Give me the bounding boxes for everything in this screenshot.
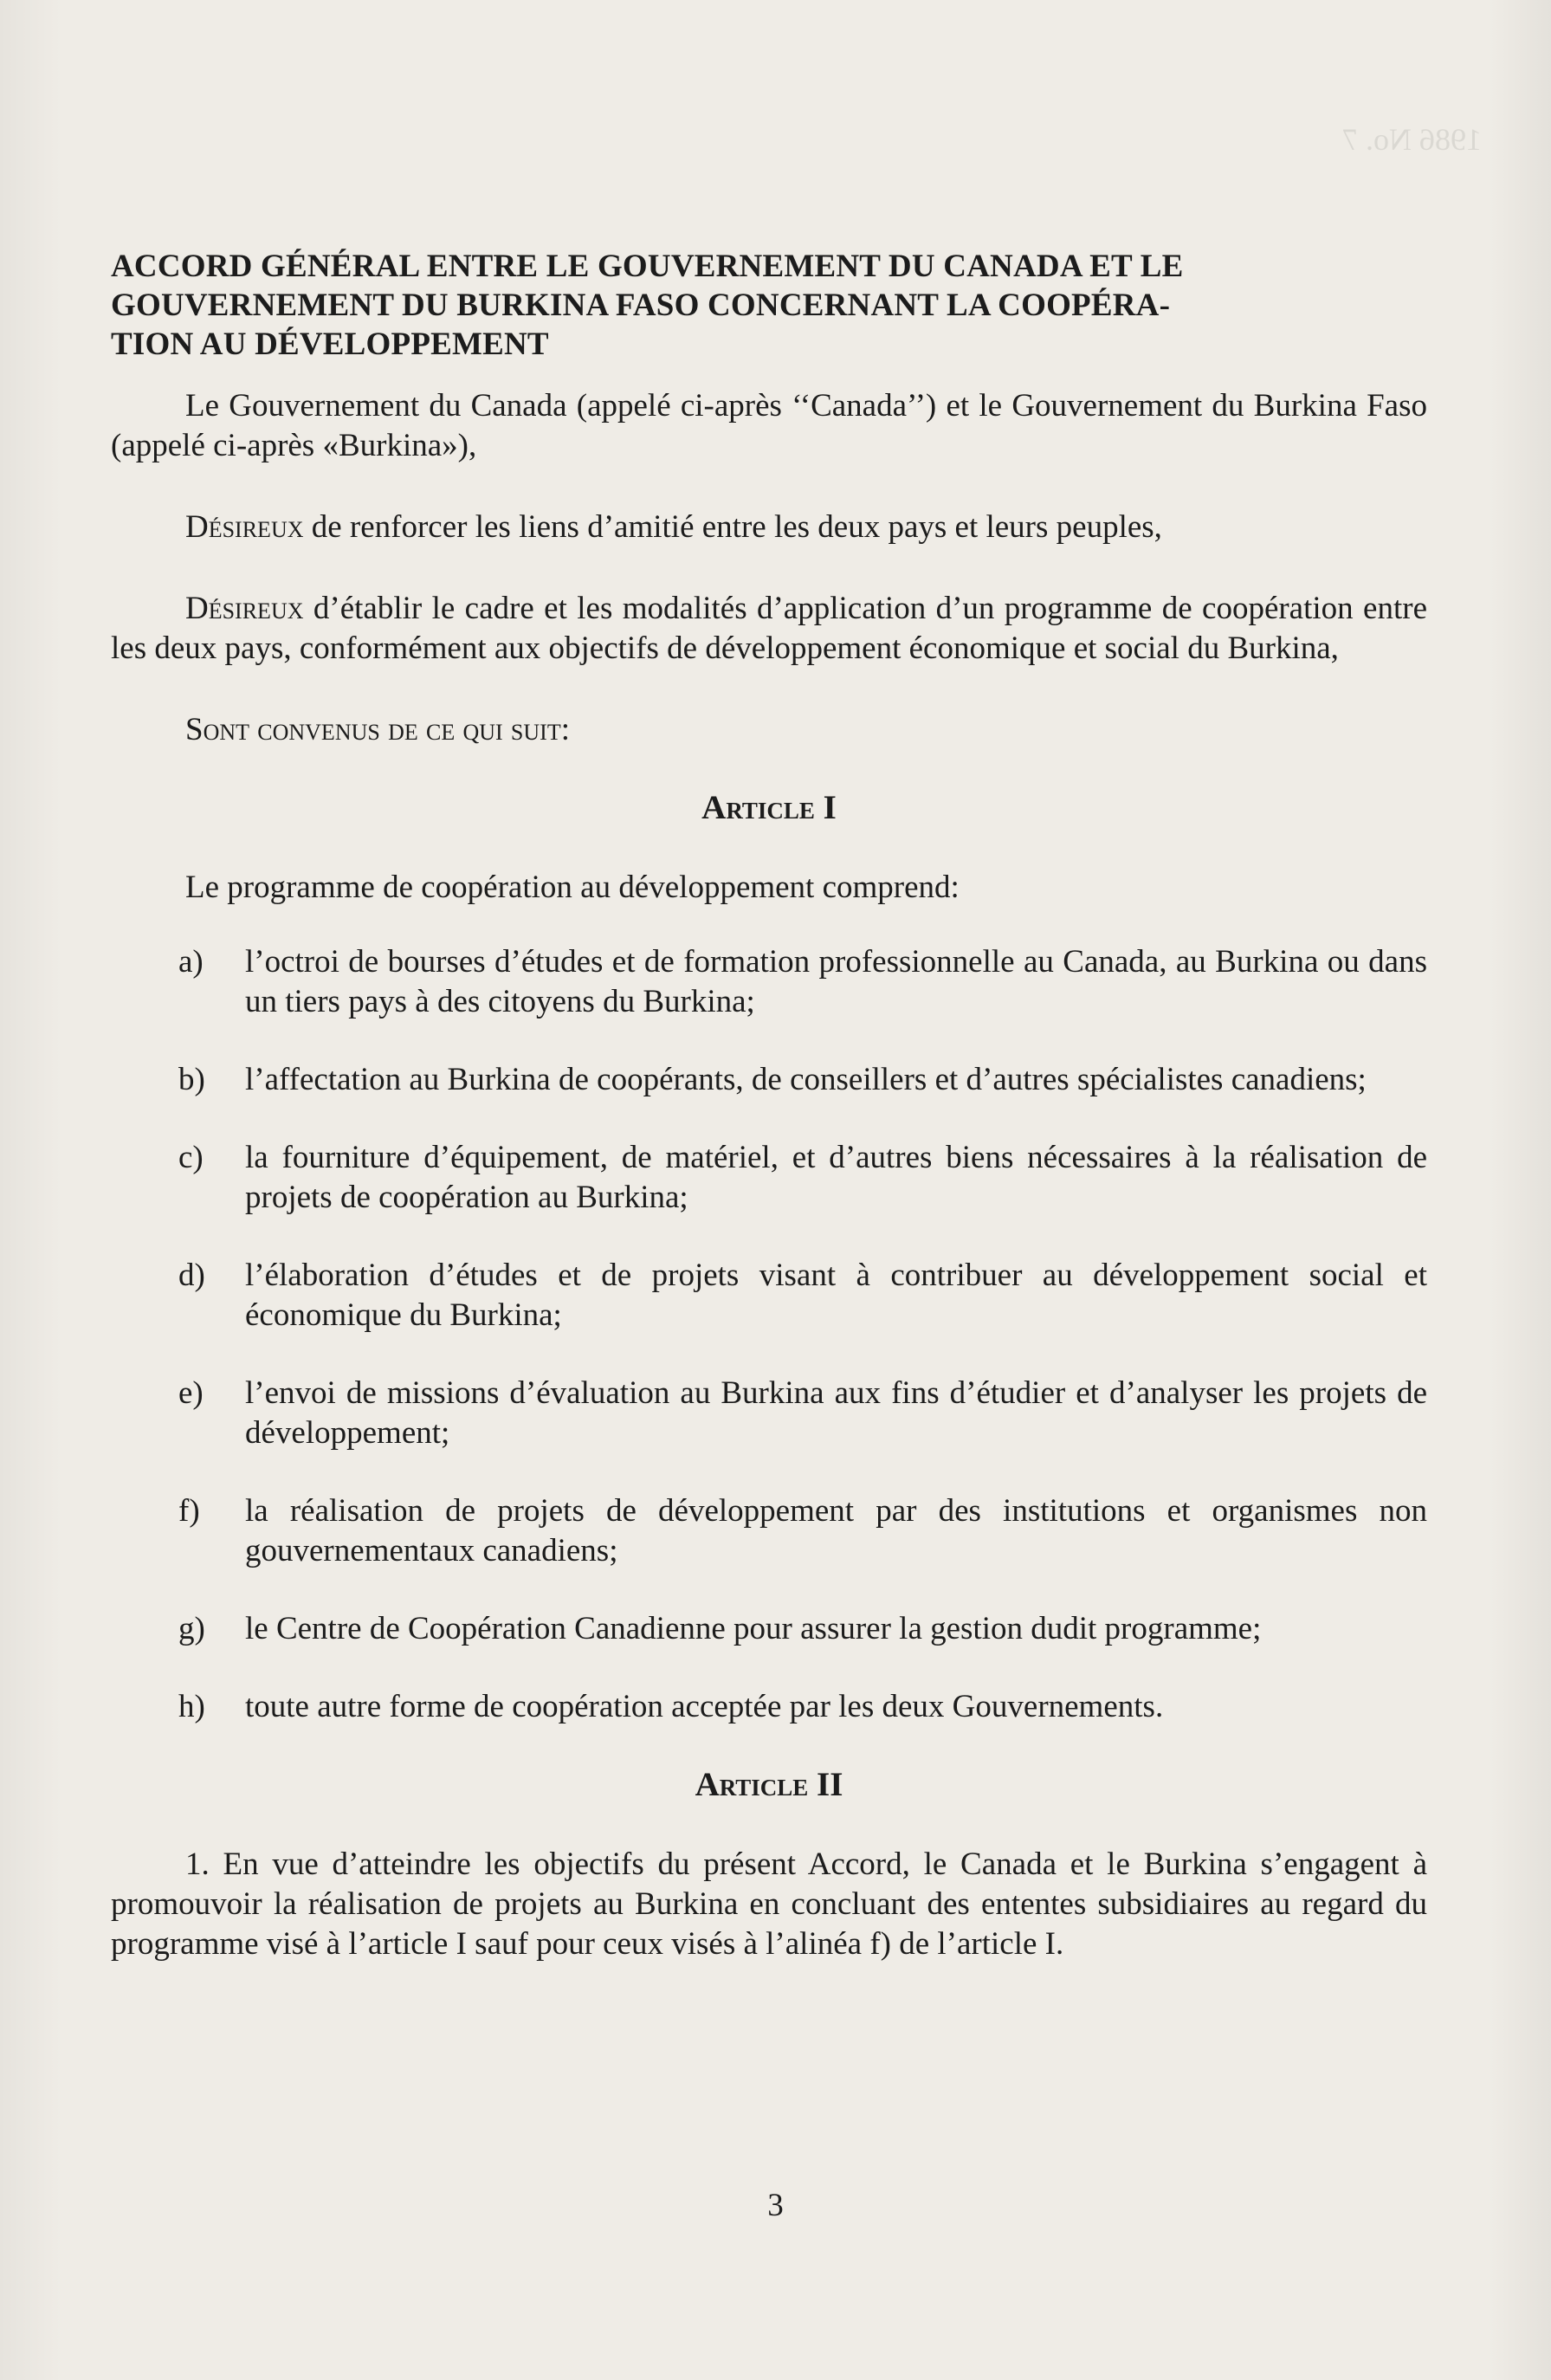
item-label: h) (178, 1689, 205, 1724)
article-2-heading: Article II (695, 1766, 843, 1803)
item-label: g) (178, 1611, 205, 1646)
list-item (111, 1138, 1427, 1218)
preamble-paragraph: Le Gouvernement du Canada (appelé ci-après ‘‘Canada’’) et le Gouvernement du Burkina Faso (appelé ci-après «Burkina»), (111, 388, 1427, 463)
title-line: TION AU DÉVELOPPEMENT (111, 327, 549, 362)
item-text: la réalisation de projets de développement par des institutions et organismes non gouvernementaux canadiens; (245, 1493, 1427, 1568)
list-item (111, 942, 1427, 1022)
desireux-text: d’établir le cadre et les modalités d’application d’un programme de coopération entre les deux pays, conformément aux objectifs de développement économique et social du Burkina, (111, 591, 1427, 666)
list-item (111, 1374, 1427, 1453)
article-2-paragraph-1: 1. En vue d’atteindre les objectifs du présent Accord, le Canada et le Burkina s’engagent à promouvoir la réalisation de projets au Burkina en concluant des ententes subsidiaires au regard du programme visé à l’article I sauf pour ceux visés à l’alinéa f) de l’article I. (111, 1846, 1427, 1962)
item-text: l’octroi de bourses d’études et de formation professionnelle au Canada, au Burkina ou dans un tiers pays à des citoyens du Burkina; (245, 944, 1427, 1019)
item-text: la fourniture d’équipement, de matériel, et d’autres biens nécessaires à la réalisation de projets de coopération au Burkina; (245, 1140, 1427, 1215)
list-item (111, 1609, 1427, 1649)
item-label: c) (178, 1140, 204, 1175)
item-text: l’affectation au Burkina de coopérants, de conseillers et d’autres spécialistes canadiens; (245, 1062, 1367, 1097)
convenus-paragraph: Sont convenus de ce qui suit: (185, 712, 570, 747)
item-text: l’envoi de missions d’évaluation au Burkina aux fins d’étudier et d’analyser les projets de développement; (245, 1375, 1427, 1451)
desireux-lead: Désireux (185, 509, 304, 545)
desireux-lead: Désireux (185, 591, 304, 626)
item-text: l’élaboration d’études et de projets visant à contribuer au développement social et économique du Burkina; (245, 1258, 1427, 1333)
list-item (111, 1256, 1427, 1336)
desireux-text: de renforcer les liens d’amitié entre les deux pays et leurs peuples, (303, 509, 1162, 545)
list-item (111, 1491, 1427, 1571)
list-item (111, 1687, 1427, 1727)
item-label: e) (178, 1375, 204, 1411)
item-text: toute autre forme de coopération acceptée par les deux Gouvernements. (245, 1689, 1164, 1724)
document-title (111, 247, 1427, 364)
title-line: ACCORD GÉNÉRAL ENTRE LE GOUVERNEMENT DU CANADA ET LE (111, 249, 1184, 284)
item-text: le Centre de Coopération Canadienne pour assurer la gestion dudit programme; (245, 1611, 1262, 1646)
article-1-heading: Article I (701, 789, 837, 826)
item-label: a) (178, 944, 204, 980)
item-label: f) (178, 1493, 200, 1529)
item-label: b) (178, 1062, 205, 1097)
item-label: d) (178, 1258, 205, 1293)
page-number: 3 (767, 2188, 784, 2223)
list-item (111, 1060, 1427, 1100)
desireux-paragraph-1 (111, 508, 1427, 547)
desireux-paragraph-2 (111, 589, 1427, 669)
bleed-through-header: 1986 No. 7 (1342, 122, 1482, 157)
title-line: GOUVERNEMENT DU BURKINA FASO CONCERNANT LA COOPÉRA- (111, 288, 1171, 323)
article-1-intro: Le programme de coopération au développement comprend: (185, 870, 960, 905)
article-1-list (111, 942, 1427, 1727)
document-body (111, 247, 1427, 2006)
